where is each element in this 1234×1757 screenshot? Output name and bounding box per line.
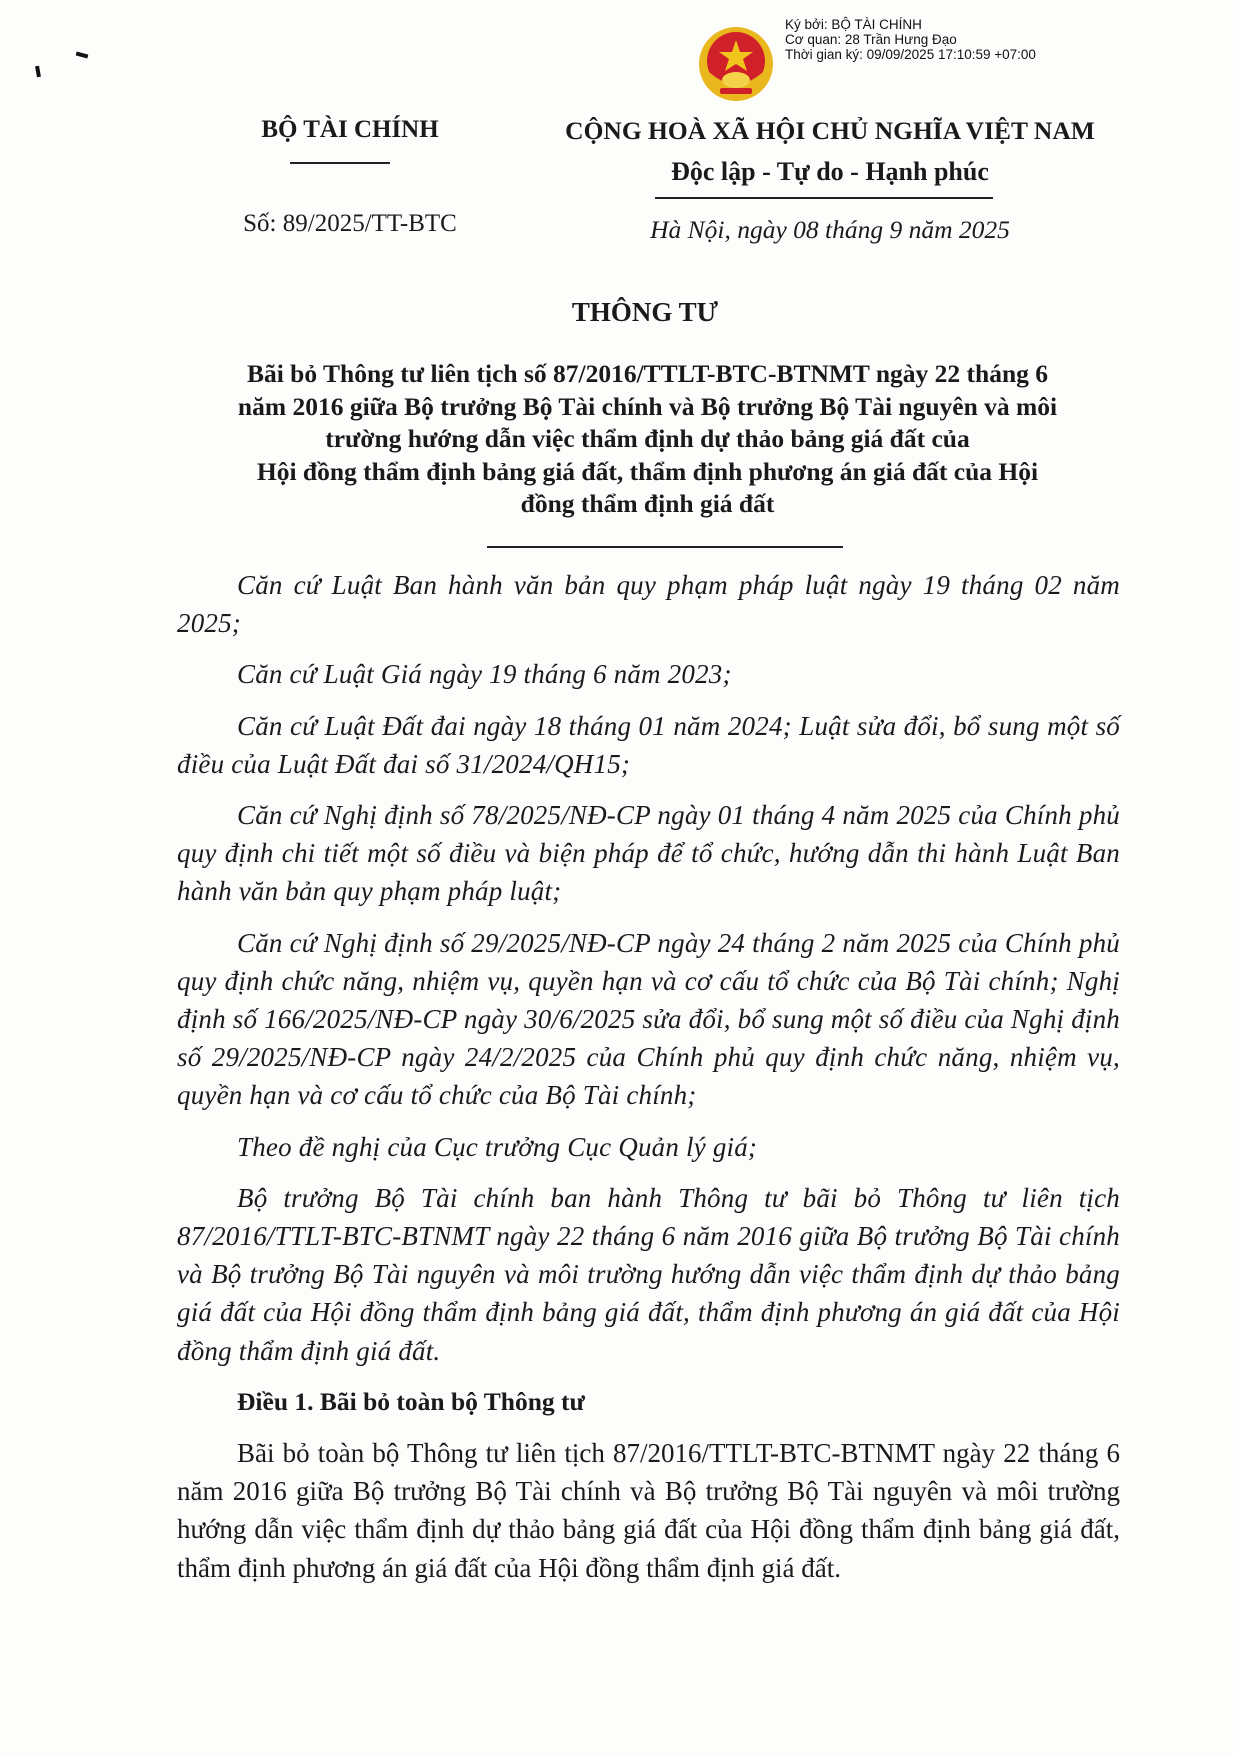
document-body bbox=[177, 566, 1120, 1587]
issuer-underline bbox=[290, 162, 390, 164]
issuing-authority: BỘ TÀI CHÍNH bbox=[261, 116, 439, 143]
national-emblem-icon bbox=[695, 24, 777, 104]
country-name: CỘNG HOÀ XÃ HỘI CHỦ NGHĨA VIỆT NAM bbox=[565, 116, 1095, 145]
motto-underline bbox=[655, 197, 993, 199]
preamble-paragraph: Theo đề nghị của Cục trưởng Cục Quản lý giá; bbox=[237, 1131, 758, 1162]
preamble-paragraph: Căn cứ Nghị định số 29/2025/NĐ-CP ngày 24 tháng 2 năm 2025 của Chính phủ quy định chức năng, nhiệm vụ, quyền hạn và cơ cấu tổ chức của Bộ Tài chính; Nghị định số 166/2025/NĐ-CP ngày 30/6/2025 sửa đổi, bổ sung một số điều của Nghị định số 29/2025/NĐ-CP ngày 24/2/2025 của Chính phủ quy định chức năng, nhiệm vụ, quyền hạn và cơ cấu tổ chức của Bộ Tài chính; bbox=[177, 927, 1120, 1111]
document-subtitle bbox=[175, 358, 1120, 521]
place-and-date: Hà Nội, ngày 08 tháng 9 năm 2025 bbox=[650, 215, 1010, 244]
article-text: Bãi bỏ toàn bộ Thông tư liên tịch 87/2016/TTLT-BTC-BTNMT ngày 22 tháng 6 năm 2016 giữa Bộ trưởng Bộ Tài chính và Bộ trưởng Bộ Tài nguyên và môi trường hướng dẫn việc thẩm định dự thảo bảng giá đất của Hội đồng thẩm định bảng giá đất, thẩm định phương án giá đất của Hội đồng thẩm định giá đất. bbox=[177, 1438, 1120, 1583]
signing-time: Thời gian ký: 09/09/2025 17:10:59 +07:00 bbox=[785, 47, 1036, 62]
preamble-paragraph: Căn cứ Luật Giá ngày 19 tháng 6 năm 2023; bbox=[237, 659, 732, 690]
scan-mark bbox=[35, 66, 41, 78]
preamble-paragraph: Bộ trưởng Bộ Tài chính ban hành Thông tư bãi bỏ Thông tư liên tịch 87/2016/TTLT-BTC-BTNMT ngày 22 tháng 6 năm 2016 giữa Bộ trưởng Bộ Tài chính và Bộ trưởng Bộ Tài nguyên và môi trường hướng dẫn việc thẩm định dự thảo bảng giá đất của Hội đồng thẩm định bảng giá đất, thẩm định phương án giá đất của Hội đồng thẩm định giá đất. bbox=[177, 1182, 1120, 1366]
digital-signature-block bbox=[785, 17, 1036, 62]
article-heading: Điều 1. Bãi bỏ toàn bộ Thông tư bbox=[237, 1386, 585, 1416]
title-divider bbox=[487, 546, 843, 548]
preamble-paragraph: Căn cứ Luật Ban hành văn bản quy phạm pháp luật ngày 19 tháng 02 năm 2025; bbox=[177, 570, 1120, 639]
subtitle-line: trường hướng dẫn việc thẩm định dự thảo bảng giá đất của bbox=[325, 424, 970, 453]
subtitle-line: năm 2016 giữa Bộ trưởng Bộ Tài chính và Bộ trưởng Bộ Tài nguyên và môi bbox=[237, 391, 1058, 421]
subtitle-line: Hội đồng thẩm định bảng giá đất, thẩm định phương án giá đất của Hội bbox=[256, 456, 1039, 486]
preamble-paragraph: Căn cứ Nghị định số 78/2025/NĐ-CP ngày 01 tháng 4 năm 2025 của Chính phủ quy định chi tiết một số điều và biện pháp để tổ chức, hướng dẫn thi hành Luật Ban hành văn bản quy phạm pháp luật; bbox=[177, 800, 1120, 907]
preamble-paragraph: Căn cứ Luật Đất đai ngày 18 tháng 01 năm 2024; Luật sửa đổi, bổ sung một số điều của Luật Đất đai số 31/2024/QH15; bbox=[177, 710, 1120, 779]
signed-by: Ký bởi: BỘ TÀI CHÍNH bbox=[785, 17, 922, 32]
scan-mark bbox=[76, 52, 89, 59]
national-motto: Độc lập - Tự do - Hạnh phúc bbox=[671, 157, 989, 186]
document-number: Số: 89/2025/TT-BTC bbox=[243, 210, 457, 237]
subtitle-line: đồng thẩm định giá đất bbox=[520, 489, 775, 518]
document-type: THÔNG TƯ bbox=[571, 297, 719, 327]
signing-agency: Cơ quan: 28 Trần Hưng Đạo bbox=[785, 32, 957, 47]
subtitle-line: Bãi bỏ Thông tư liên tịch số 87/2016/TTLT-BTC-BTNMT ngày 22 tháng 6 bbox=[246, 359, 1049, 388]
